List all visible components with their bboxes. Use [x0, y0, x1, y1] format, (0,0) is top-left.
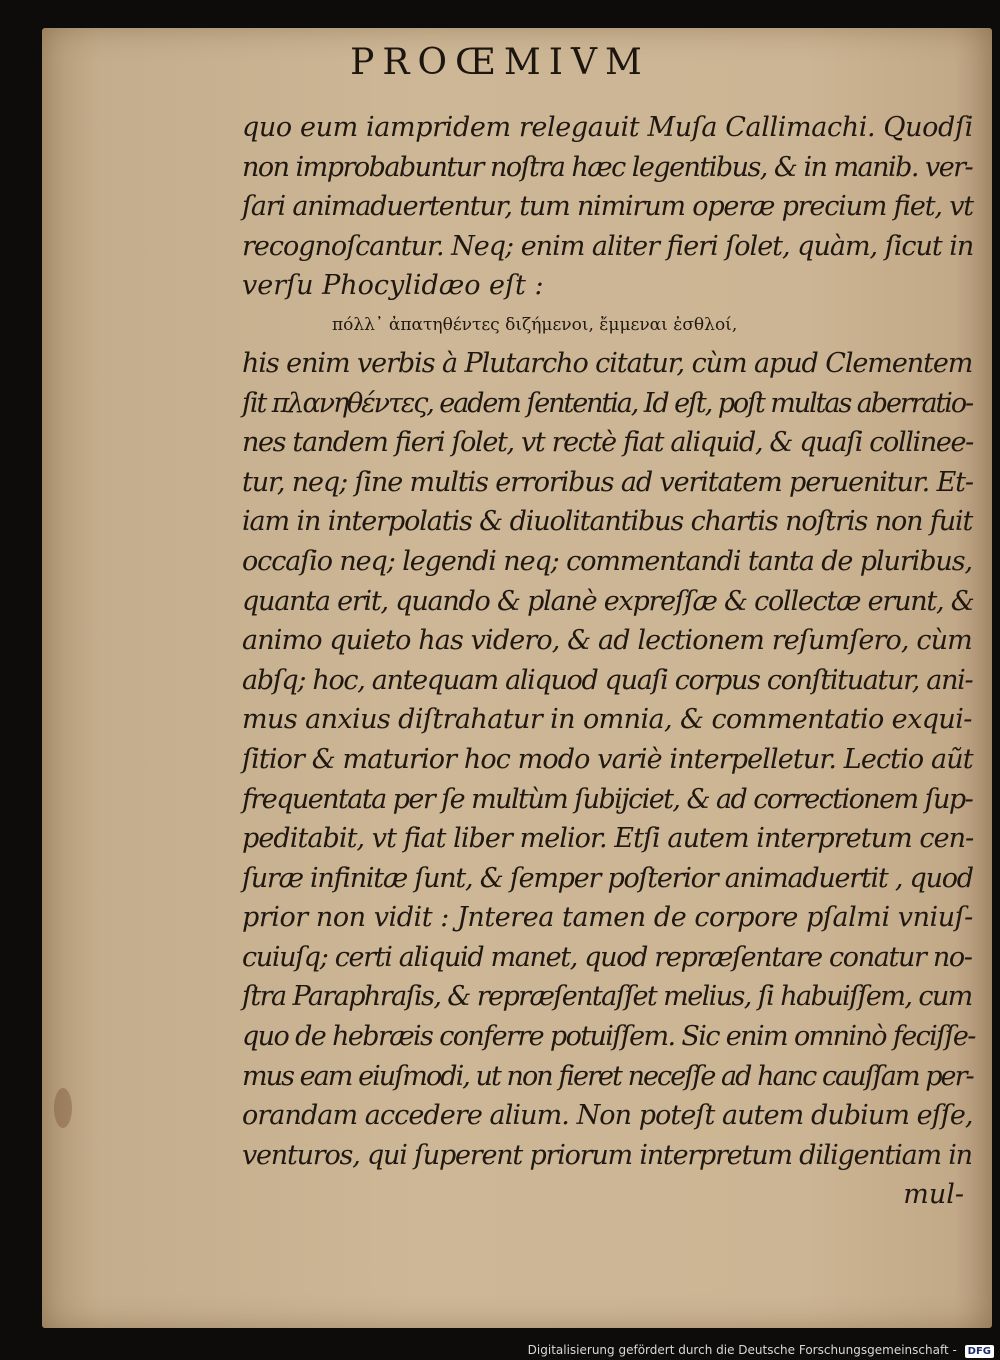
digitization-footer	[528, 1343, 994, 1358]
text-line: tur, neq; ſine multis erroribus ad veritatem peruenitur. Et-	[242, 466, 973, 498]
text-line: prior non vidit : Jnterea tamen de corpore pſalmi vniuſ-	[242, 902, 973, 934]
text-line: frequentata per ſe multùm ſubijciet, & ad correctionem ſup-	[242, 783, 973, 815]
text-line: abſq; hoc, antequam aliquod quaſi corpus conſtituatur, ani-	[242, 664, 973, 696]
text-line: cuiuſq; certi aliquid manet, quod repræſentare conatur no-	[242, 941, 972, 973]
text-line: quo de hebræis conferre potuiſſem. Sic enim omninò feciſſe-	[242, 1021, 975, 1053]
text-line: his enim verbis à Plutarcho citatur, cùm apud Clementem	[242, 347, 973, 379]
text-line: verſu Phocylidæo eſt :	[242, 270, 544, 302]
text-line: ſari animaduertentur, tum nimirum operæ precium fiet, vt	[242, 191, 973, 223]
text-line: nes tandem fieri ſolet, vt rectè fiat aliquid, & quaſi collinee-	[242, 427, 973, 459]
text-line: orandam accedere alium. Non poteſt autem dubium eſſe,	[242, 1100, 973, 1132]
dfg-logo: DFG	[965, 1345, 994, 1358]
page-header: PROŒMIVM	[350, 42, 650, 83]
text-line: ſtra Paraphraſis, & repræſentaſſet melius, ſi habuiſſem, cum	[242, 981, 972, 1013]
text-line: ſitior & maturior hoc modo variè interpelletur. Lectio aũt	[242, 743, 973, 775]
text-line: non improbabuntur noſtra hæc legentibus, & in manib. ver-	[242, 151, 973, 183]
text-line: ſuræ infinitæ ſunt, & ſemper poſterior animaduertit , quod	[242, 862, 973, 894]
text-line: occaſio neq; legendi neq; commentandi tanta de pluribus,	[242, 545, 972, 577]
text-line: quanta erit, quando & planè expreſſæ & collectæ erunt, &	[242, 585, 974, 617]
text-line: iam in interpolatis & diuolitantibus chartis noſtris non fuit	[242, 506, 973, 538]
paper-stain	[54, 1088, 72, 1128]
catchword: mul-	[903, 1179, 964, 1211]
text-line: mus eam eiuſmodi, ut non fieret neceſſe ad hanc cauſſam per-	[242, 1060, 973, 1092]
greek-verse: πόλλ᾽ ἀπατηθέντες διζήμενοι, ἔμμεναι ἐσθλοί,	[332, 314, 738, 335]
text-line: animo quieto has videro, & ad lectionem reſumſero, cùm	[242, 625, 972, 657]
text-line: venturos, qui ſuperent priorum interpretum diligentiam in	[242, 1139, 972, 1171]
text-line: mus anxius diſtrahatur in omnia, & commentatio exqui-	[242, 704, 972, 736]
text-line: ſit πλανηθέντες, eadem ſententia, Id eſt, poſt multas aberratio-	[242, 387, 973, 419]
text-line: peditabit, vt fiat liber melior. Etſi autem interpretum cen-	[242, 823, 974, 855]
funding-note: Digitalisierung gefördert durch die Deutsche Forschungsgemeinschaft -	[527, 1343, 957, 1357]
body-text	[242, 108, 975, 1215]
text-line: quo eum iampridem relegauit Muſa Callimachi. Quodſi	[242, 112, 973, 143]
text-line: recognoſcantur. Neq; enim aliter fieri ſolet, quàm, ſicut in	[242, 230, 974, 262]
